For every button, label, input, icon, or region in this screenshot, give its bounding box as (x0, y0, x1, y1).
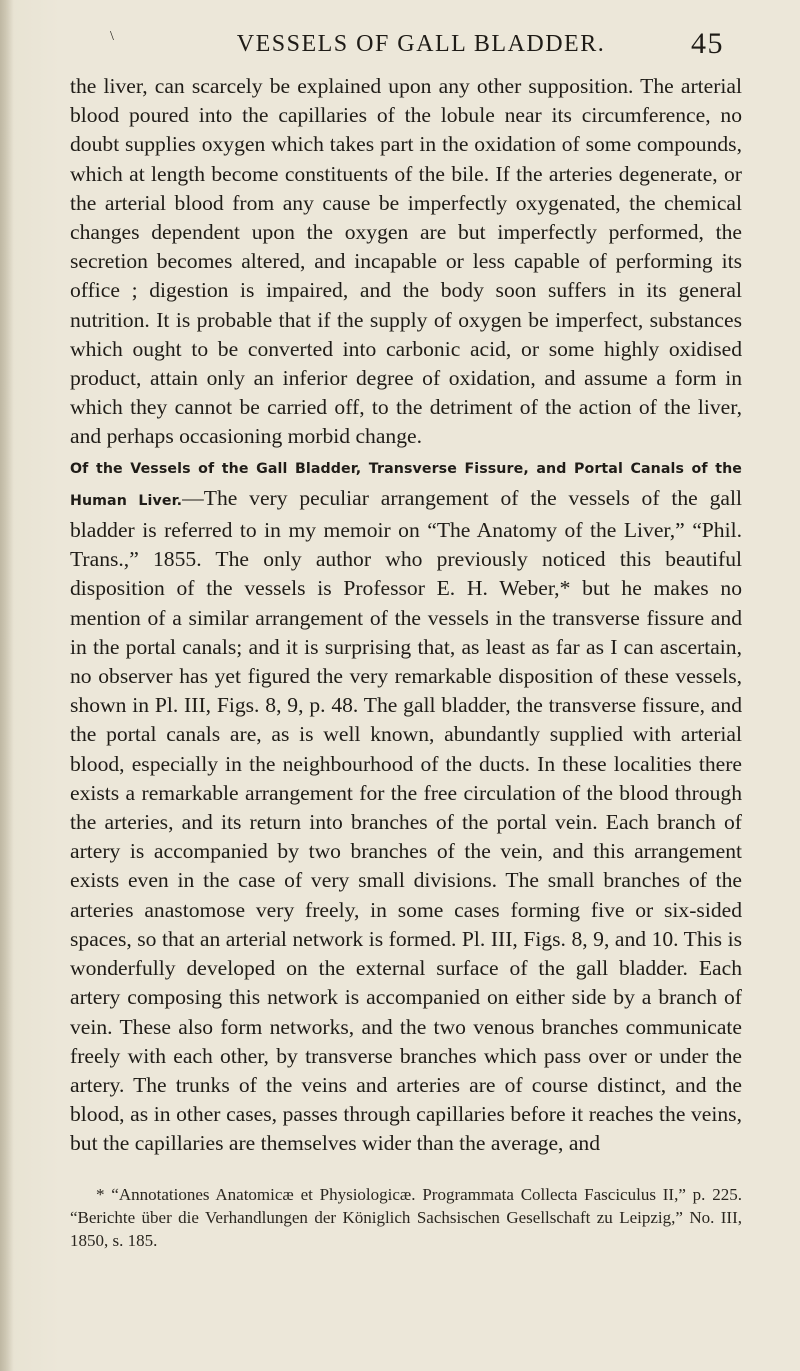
running-head (70, 22, 742, 66)
footnote: * “Annotationes Anatomicæ et Physiologicæ. Programmata Collecta Fasciculus II,” p. 225. “Berichte über die Verhandlungen der Königlich Sachsischen Gesellschaft zu Leipzig,” No. III, 1850, s. 185. (70, 1184, 742, 1250)
spine-shadow (0, 0, 14, 1371)
body-text (70, 72, 742, 1159)
paragraph-2 (70, 452, 742, 1159)
section-heading: Of the Vessels of the Gall Bladder, Transverse Fissure, and Portal Canals of the Human Liver. (70, 460, 742, 509)
running-head-title: VESSELS OF GALL BLADDER. (236, 31, 606, 57)
running-head-mark: \ (110, 29, 116, 44)
paragraph-2-text: —The very peculiar arrangement of the vessels of the gall bladder is referred to in my memoir on “The Anatomy of the Liver,” “Phil. Trans.,” 1855. The only author who previously noticed this beautiful disposition of the vessels is Professor E. H. Weber,* but he makes no mention of a similar arrangement of the vessels in the transverse fissure and in the portal canals; and it is surprising that, as least as far as I can ascertain, no observer has yet figured the very remarkable disposition of these vessels, shown in Pl. III, Figs. 8, 9, p. 48. The gall bladder, the transverse fissure, and the portal canals are, as is well known, abundantly supplied with arterial blood, especially in the neighbourhood of the ducts. In these localities there exists a remarkable arrangement for the free circulation of the blood through the arteries, and its return into branches of the portal vein. Each branch of artery is accompanied by two branches of the vein, and this arrangement exists even in the case of very small divisions. The small branches of the arteries anastomose very freely, in some cases forming five or six-sided spaces, so that an arterial network is formed. Pl. III, Figs. 8, 9, and 10. This is wonderfully developed on the external surface of the gall bladder. Each artery composing this network is accompanied on either side by a branch of vein. These also form networks, and the two venous branches communicate freely with each other, by transverse branches which pass over or under the artery. The trunks of the veins and arteries are of course distinct, and the blood, as in other cases, passes through capillaries before it reaches the veins, but the capillaries are themselves wider than the average, and (70, 485, 742, 1156)
paragraph-1: the liver, can scarcely be explained upon any other supposition. The arterial blood poured into the capillaries of the lobule near its circumference, no doubt supplies oxygen which takes part in the oxidation of some compounds, which at length become constituents of the bile. If the arteries degenerate, or the arterial blood from any cause be imperfectly oxygenated, the chemical changes dependent upon the oxygen are but imperfectly performed, the secretion becomes altered, and incapable or less capable of performing its office ; digestion is impaired, and the body soon suffers in its general nutrition. It is probable that if the supply of oxygen be imperfect, substances which ought to be converted into carbonic acid, or some highly oxidised product, attain only an inferior degree of oxidation, and assume a form in which they cannot be carried off, to the detriment of the action of the liver, and perhaps occasioning morbid change. (70, 74, 742, 449)
page-number: 45 (691, 27, 724, 60)
